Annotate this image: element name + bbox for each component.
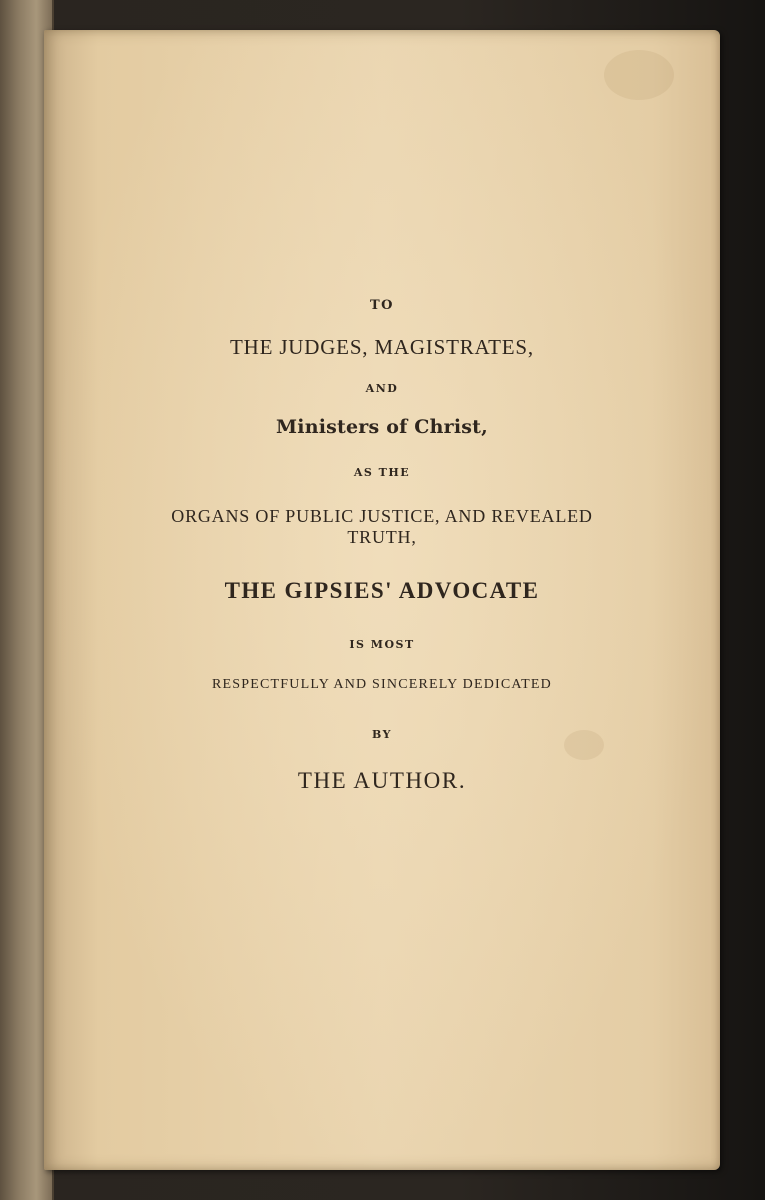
dedication-by: BY (372, 728, 392, 741)
dedication-as-the: AS THE (353, 466, 411, 479)
dedication-respectfully-line: RESPECTFULLY AND SINCERELY DEDICATED (212, 677, 552, 692)
dedication-to: TO (370, 298, 394, 313)
dedication-judges-line: THE JUDGES, MAGISTRATES, (230, 335, 534, 359)
dedication-and: AND (365, 382, 399, 395)
dedication-organs-line-2: TRUTH, (347, 527, 417, 547)
dedication-is-most: IS MOST (349, 638, 415, 651)
dedication-author: THE AUTHOR. (297, 768, 467, 793)
dedication-organs-line-1: ORGANS OF PUBLIC JUSTICE, AND REVEALED (171, 506, 593, 526)
dedication-book-title: THE GIPSIES' ADVOCATE (224, 578, 540, 603)
paper-stain (604, 50, 674, 100)
dedication-page (44, 30, 720, 1170)
dedication-ministers-line: Ministers of Christ, (276, 416, 488, 438)
